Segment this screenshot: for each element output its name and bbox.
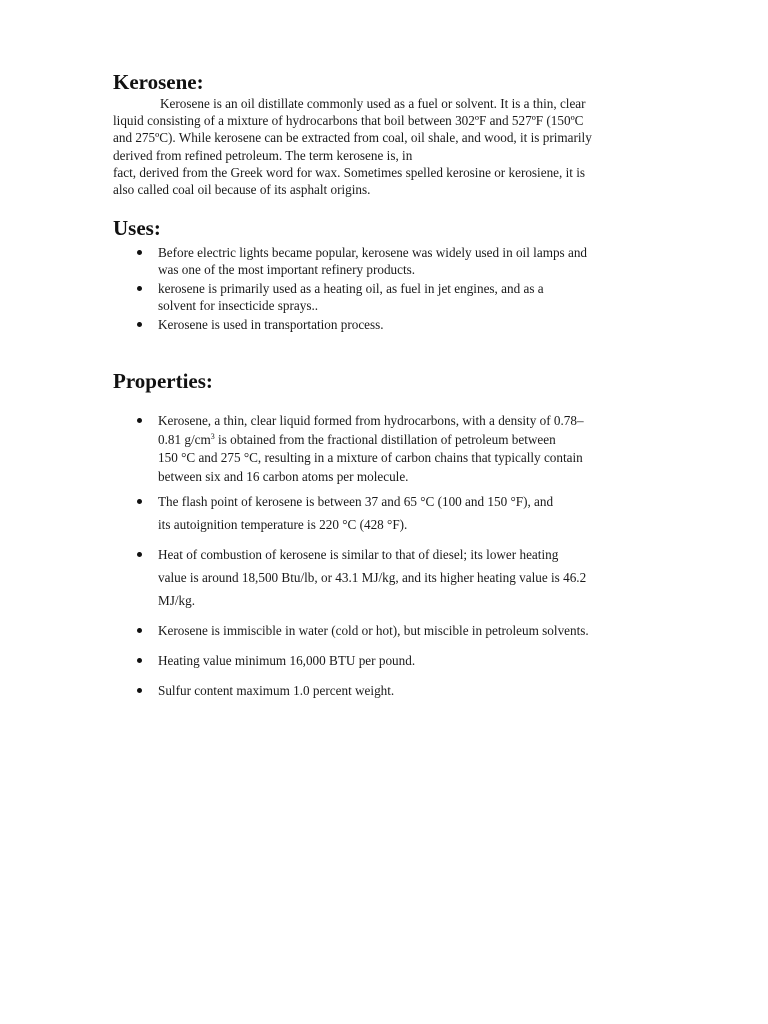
paragraph-line: fact, derived from the Greek word for wax. Sometimes spelled kerosine or kerosiene, it is xyxy=(113,164,586,180)
list-item-line: The flash point of kerosene is between 37 and 65 °C (100 and 150 °F), and xyxy=(158,494,554,509)
list-item-line: MJ/kg. xyxy=(158,593,196,608)
bullet-icon xyxy=(137,499,142,504)
bullet-icon xyxy=(137,418,142,423)
paragraph-line: and 275ºC). While kerosene can be extracted from coal, oil shale, and wood, it is primarily xyxy=(113,130,592,146)
list-item-line: Sulfur content maximum 1.0 percent weight. xyxy=(158,683,395,698)
list-item-line: between six and 16 carbon atoms per molecule. xyxy=(158,468,409,484)
list-item-line: its autoignition temperature is 220 °C (428 °F). xyxy=(158,517,408,532)
list-item-line: kerosene is primarily used as a heating oil, as fuel in jet engines, and as a xyxy=(158,281,544,296)
list-item-line: Before electric lights became popular, kerosene was widely used in oil lamps and xyxy=(158,245,588,260)
superscript-exponent: 3 xyxy=(210,431,215,441)
paragraph-line: Kerosene is an oil distillate commonly used as a fuel or solvent. It is a thin, clear xyxy=(160,96,586,111)
bullet-icon xyxy=(137,658,142,663)
bullet-icon xyxy=(137,322,142,327)
list-item-line: 150 °C and 275 °C, resulting in a mixture of carbon chains that typically contain xyxy=(158,450,583,465)
list-item-line: Kerosene is used in transportation process. xyxy=(158,317,384,332)
list-item-line: Heat of combustion of kerosene is similar to that of diesel; its lower heating xyxy=(158,547,559,562)
properties-heading: Properties: xyxy=(113,369,213,393)
list-item-line: Kerosene, a thin, clear liquid formed from hydrocarbons, with a density of 0.78– xyxy=(158,413,584,428)
bullet-icon xyxy=(137,688,142,693)
paragraph-line: also called coal oil because of its asphalt origins. xyxy=(113,182,371,198)
list-item-line xyxy=(158,431,648,450)
list-item-line: solvent for insecticide sprays.. xyxy=(158,298,319,314)
density-value: 0.81 g/cm xyxy=(158,431,211,447)
list-item-line: value is around 18,500 Btu/lb, or 43.1 MJ/kg, and its higher heating value is 46.2 xyxy=(158,570,587,585)
bullet-icon xyxy=(137,552,142,557)
bullet-icon xyxy=(137,286,142,291)
list-item-line-rest: is obtained from the fractional distillation of petroleum between xyxy=(214,431,556,447)
list-item-line: was one of the most important refinery products. xyxy=(158,262,416,278)
uses-heading: Uses: xyxy=(113,216,161,240)
paragraph-line: liquid consisting of a mixture of hydrocarbons that boil between 302ºF and 527ºF (150ºC xyxy=(113,113,584,129)
bullet-icon xyxy=(137,250,142,255)
list-item-line: Kerosene is immiscible in water (cold or hot), but miscible in petroleum solvents. xyxy=(158,623,589,638)
paragraph-line: derived from refined petroleum. The term kerosene is, in xyxy=(113,147,413,163)
list-item-line: Heating value minimum 16,000 BTU per pound. xyxy=(158,653,416,668)
bullet-icon xyxy=(137,628,142,633)
kerosene-heading: Kerosene: xyxy=(113,70,204,94)
kerosene-paragraph xyxy=(113,95,653,198)
